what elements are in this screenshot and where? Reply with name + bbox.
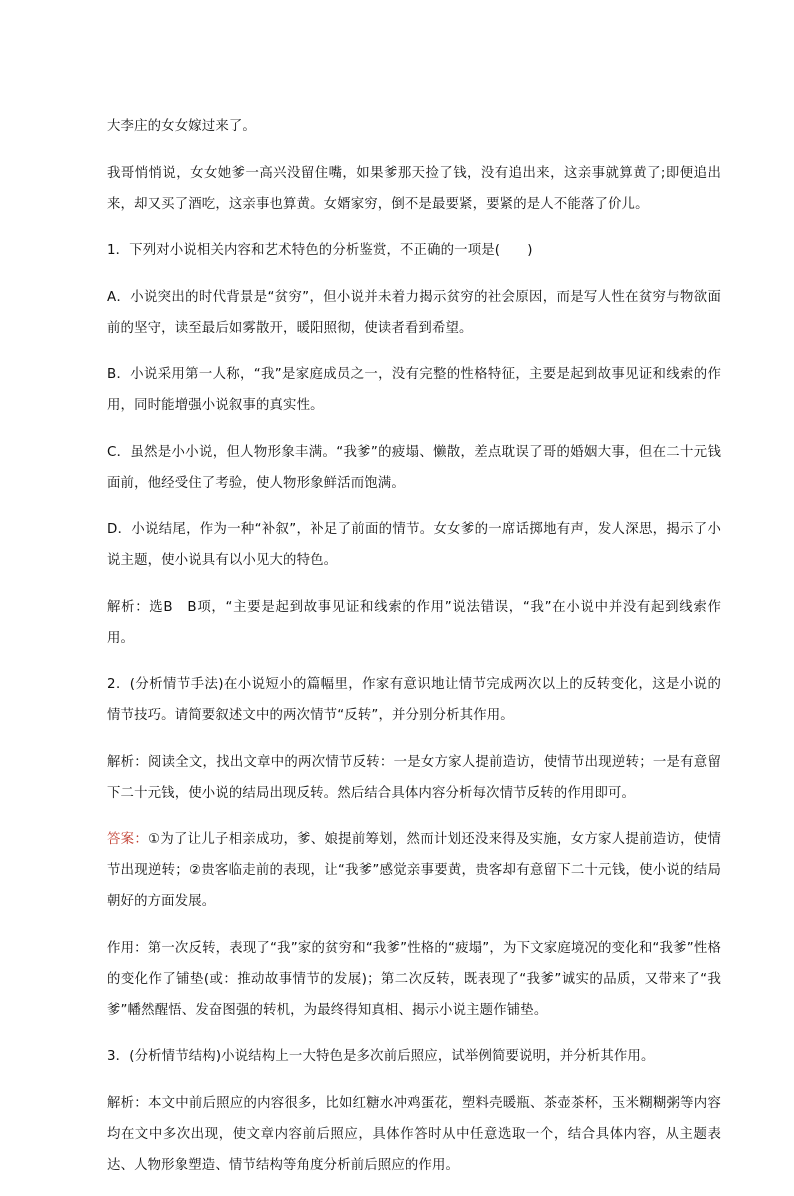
question-2-effect: 作用：第一次反转，表现了“我”家的贫穷和“我爹”性格的“疲塌”，为下文家庭境况的变化和“我爹”性格的变化作了铺垫(或：推动故事情节的发展)；第二次反转，既表现了“我爹”诚实的品质，又带来了“我爹”幡然醒悟、发奋图强的转机，为最终得知真相、揭示小说主题作铺垫。	[107, 940, 721, 1018]
story-paragraph-2: 我哥悄悄说，女女她爹一高兴没留住嘴，如果爹那天捡了钱，没有追出来，这亲事就算黄了;即便追出来，却又买了酒吃，这亲事也算黄。女婿家穷，倒不是最要紧，要紧的是人不能落了价儿。	[107, 165, 721, 212]
question-1-option-a: A．小说突出的时代背景是“贫穷”，但小说并未着力揭示贫穷的社会原因，而是写人性在贫穷与物欲面前的坚守，读至最后如雾散开，暖阳照彻，使读者看到希望。	[107, 289, 721, 336]
question-1: 1．下列对小说相关内容和艺术特色的分析鉴赏，不正确的一项是( )	[107, 243, 533, 258]
question-3-analysis: 解析：本文中前后照应的内容很多，比如红糖水冲鸡蛋花，塑料壳暖瓶、茶壶茶杯，玉米糊糊粥等内容均在文中多次出现，使文章内容前后照应，具体作答时从中任意选取一个，结合具体内容，从主题表达、人物形象塑造、情节结构等角度分析前后照应的作用。	[107, 1095, 721, 1173]
question-2-answer	[107, 824, 721, 917]
question-2-analysis: 解析：阅读全文，找出文章中的两次情节反转：一是女方家人提前造访，使情节出现逆转；一是有意留下二十元钱，使小说的结局出现反转。然后结合具体内容分析每次情节反转的作用即可。	[107, 754, 721, 801]
question-1-option-b: B．小说采用第一人称，“我”是家庭成员之一，没有完整的性格特征，主要是起到故事见证和线索的作用，同时能增强小说叙事的真实性。	[107, 367, 721, 413]
question-3: 3．(分析情节结构)小说结构上一大特色是多次前后照应，试举例简要说明，并分析其作用。	[107, 1049, 655, 1064]
answer-text: ①为了让儿子相亲成功，爹、娘提前筹划，然而计划还没来得及实施，女方家人提前造访，使情节出现逆转；②贵客临走前的表现，让“我爹”感觉亲事要黄，贵客却有意留下二十元钱，使小说的结局朝好的方面发展。	[107, 832, 721, 909]
story-paragraph-1: 大李庄的女女嫁过来了。	[107, 119, 256, 134]
question-2: 2．(分析情节手法)在小说短小的篇幅里，作家有意识地让情节完成两次以上的反转变化，这是小说的情节技巧。请简要叙述文中的两次情节“反转”，并分别分析其作用。	[107, 677, 721, 723]
answer-label: 答案：	[107, 832, 149, 847]
document-body	[107, 111, 721, 1196]
question-1-analysis: 解析：选B B项，“主要是起到故事见证和线索的作用”说法错误，“我”在小说中并没有起到线索作用。	[107, 599, 721, 646]
question-1-option-c: C．虽然是小小说，但人物形象丰满。“我爹”的疲塌、懒散，差点耽误了哥的婚姻大事，但在二十元钱面前，他经受住了考验，使人物形象鲜活而饱满。	[107, 444, 721, 491]
question-1-option-d: D．小说结尾，作为一种“补叙”，补足了前面的情节。女女爹的一席话掷地有声，发人深思，揭示了小说主题，使小说具有以小见大的特色。	[107, 522, 721, 568]
